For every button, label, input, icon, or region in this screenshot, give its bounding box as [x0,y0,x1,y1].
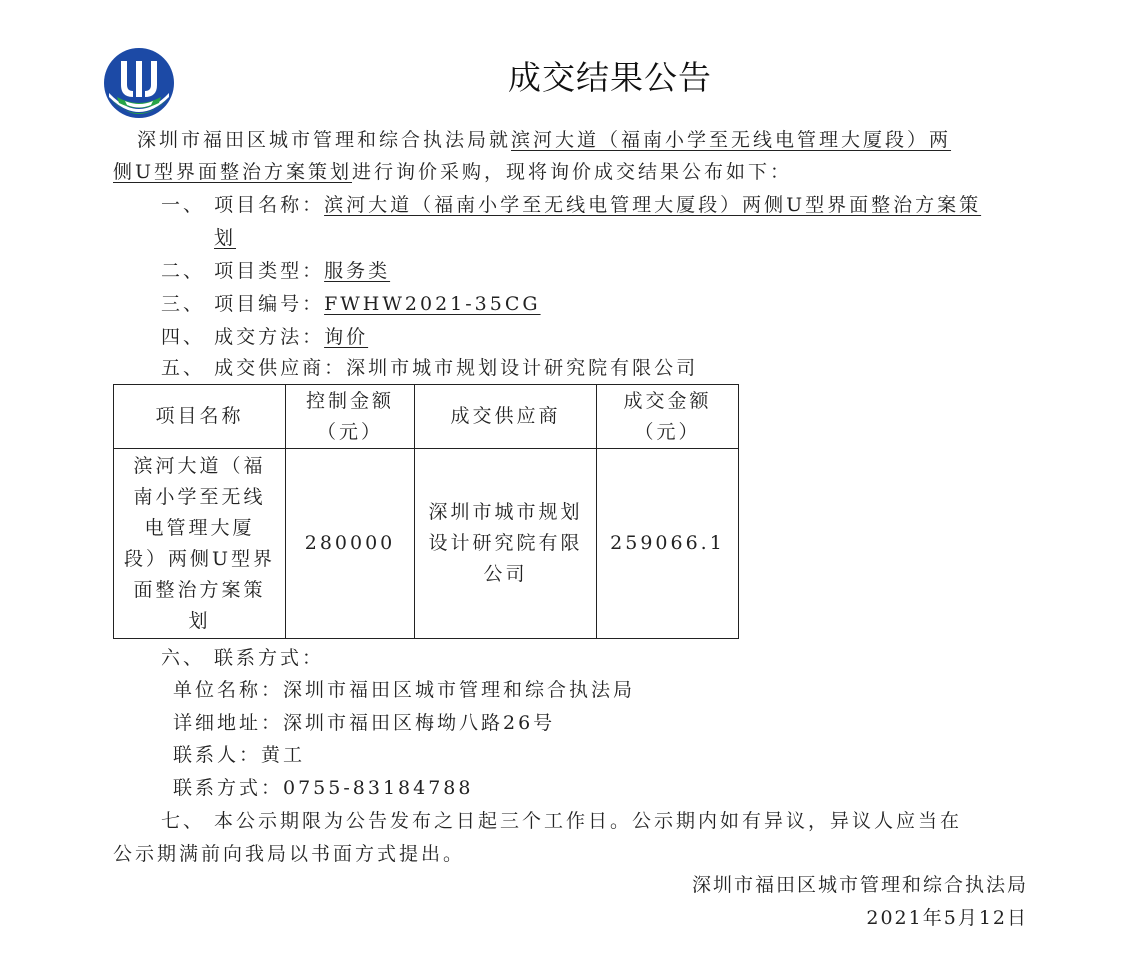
item-number: 四、 [161,326,206,348]
cell-text: 南小学至无线 [133,485,266,508]
header-project-name: 项目名称 [114,385,286,449]
contact-phone: 联系方式：0755-83184788 [173,777,474,799]
item-project-type [161,258,390,284]
cell-text: 划 [188,609,211,632]
cell-text: 设计研究院有限 [428,532,583,554]
signature-org: 深圳市福田区城市管理和综合执法局 [691,874,1028,896]
cell-text: 电管理大厦 [144,516,255,539]
item-label: 成交供应商： [214,357,347,379]
contact-person: 联系人：黄工 [173,744,306,766]
cell-text: 面整治方案策 [133,578,266,601]
header-text: （元） [316,420,383,443]
intro-line-2 [113,159,792,185]
item-value-cont: 划 [214,227,237,249]
header-text: 控制金额 [305,389,394,412]
item-label: 成交方法： [214,326,325,348]
table-row [114,449,739,639]
item-project-name-cont [214,225,236,251]
header-control-amount [286,385,415,449]
item-project-name [161,192,981,218]
item-value: 服务类 [324,260,391,282]
intro-project-name-cont: 侧U型界面整治方案策划 [113,161,353,183]
item-value: 深圳市城市规划设计研究院有限公司 [346,357,699,379]
contact-heading: 六、 联系方式： [161,647,325,669]
header-text: 成交金额 [623,389,712,412]
cell-control-amount: 280000 [286,449,415,639]
intro-text-cont: 进行询价采购，现将询价成交结果公布如下： [352,161,793,183]
notice-line-1: 七、 本公示期限为公告发布之日起三个工作日。公示期内如有异议，异议人应当在 [161,810,963,832]
cell-text: 滨河大道（福 [133,454,266,477]
item-number: 五、 [161,357,206,379]
item-number: 二、 [161,260,206,282]
cell-project-name [114,449,286,639]
intro-line-1 [137,127,951,153]
page-title: 成交结果公告 [508,58,712,97]
header-text: （元） [634,420,701,443]
item-deal-method [161,324,368,350]
item-project-code [161,291,541,317]
cell-supplier [415,449,597,639]
item-number: 一、 [161,194,206,216]
item-label: 项目名称： [214,194,325,216]
cell-text: 段）两侧U型界 [123,547,275,570]
signature-date: 2021年5月12日 [866,907,1028,929]
contact-address: 详细地址：深圳市福田区梅坳八路26号 [173,712,556,734]
item-supplier [161,355,698,381]
item-number: 三、 [161,293,206,315]
intro-project-name: 滨河大道（福南小学至无线电管理大厦段）两 [511,129,952,151]
intro-text: 深圳市福田区城市管理和综合执法局就 [137,129,512,151]
notice-line-2: 公示期满前向我局以书面方式提出。 [113,843,466,865]
item-label: 项目编号： [214,293,325,315]
cell-text: 公司 [483,563,528,585]
table-header-row [114,385,739,449]
item-value: FWHW2021-35CG [324,293,541,315]
contact-unit: 单位名称：深圳市福田区城市管理和综合执法局 [173,679,636,701]
cell-text: 深圳市城市规划 [428,501,583,523]
item-value: 询价 [324,326,369,348]
item-label: 项目类型： [214,260,325,282]
cell-deal-amount: 259066.1 [597,449,739,639]
header-deal-amount [597,385,739,449]
item-value: 滨河大道（福南小学至无线电管理大厦段）两侧U型界面整治方案策 [324,194,982,216]
result-table [113,384,739,639]
header-supplier: 成交供应商 [415,385,597,449]
